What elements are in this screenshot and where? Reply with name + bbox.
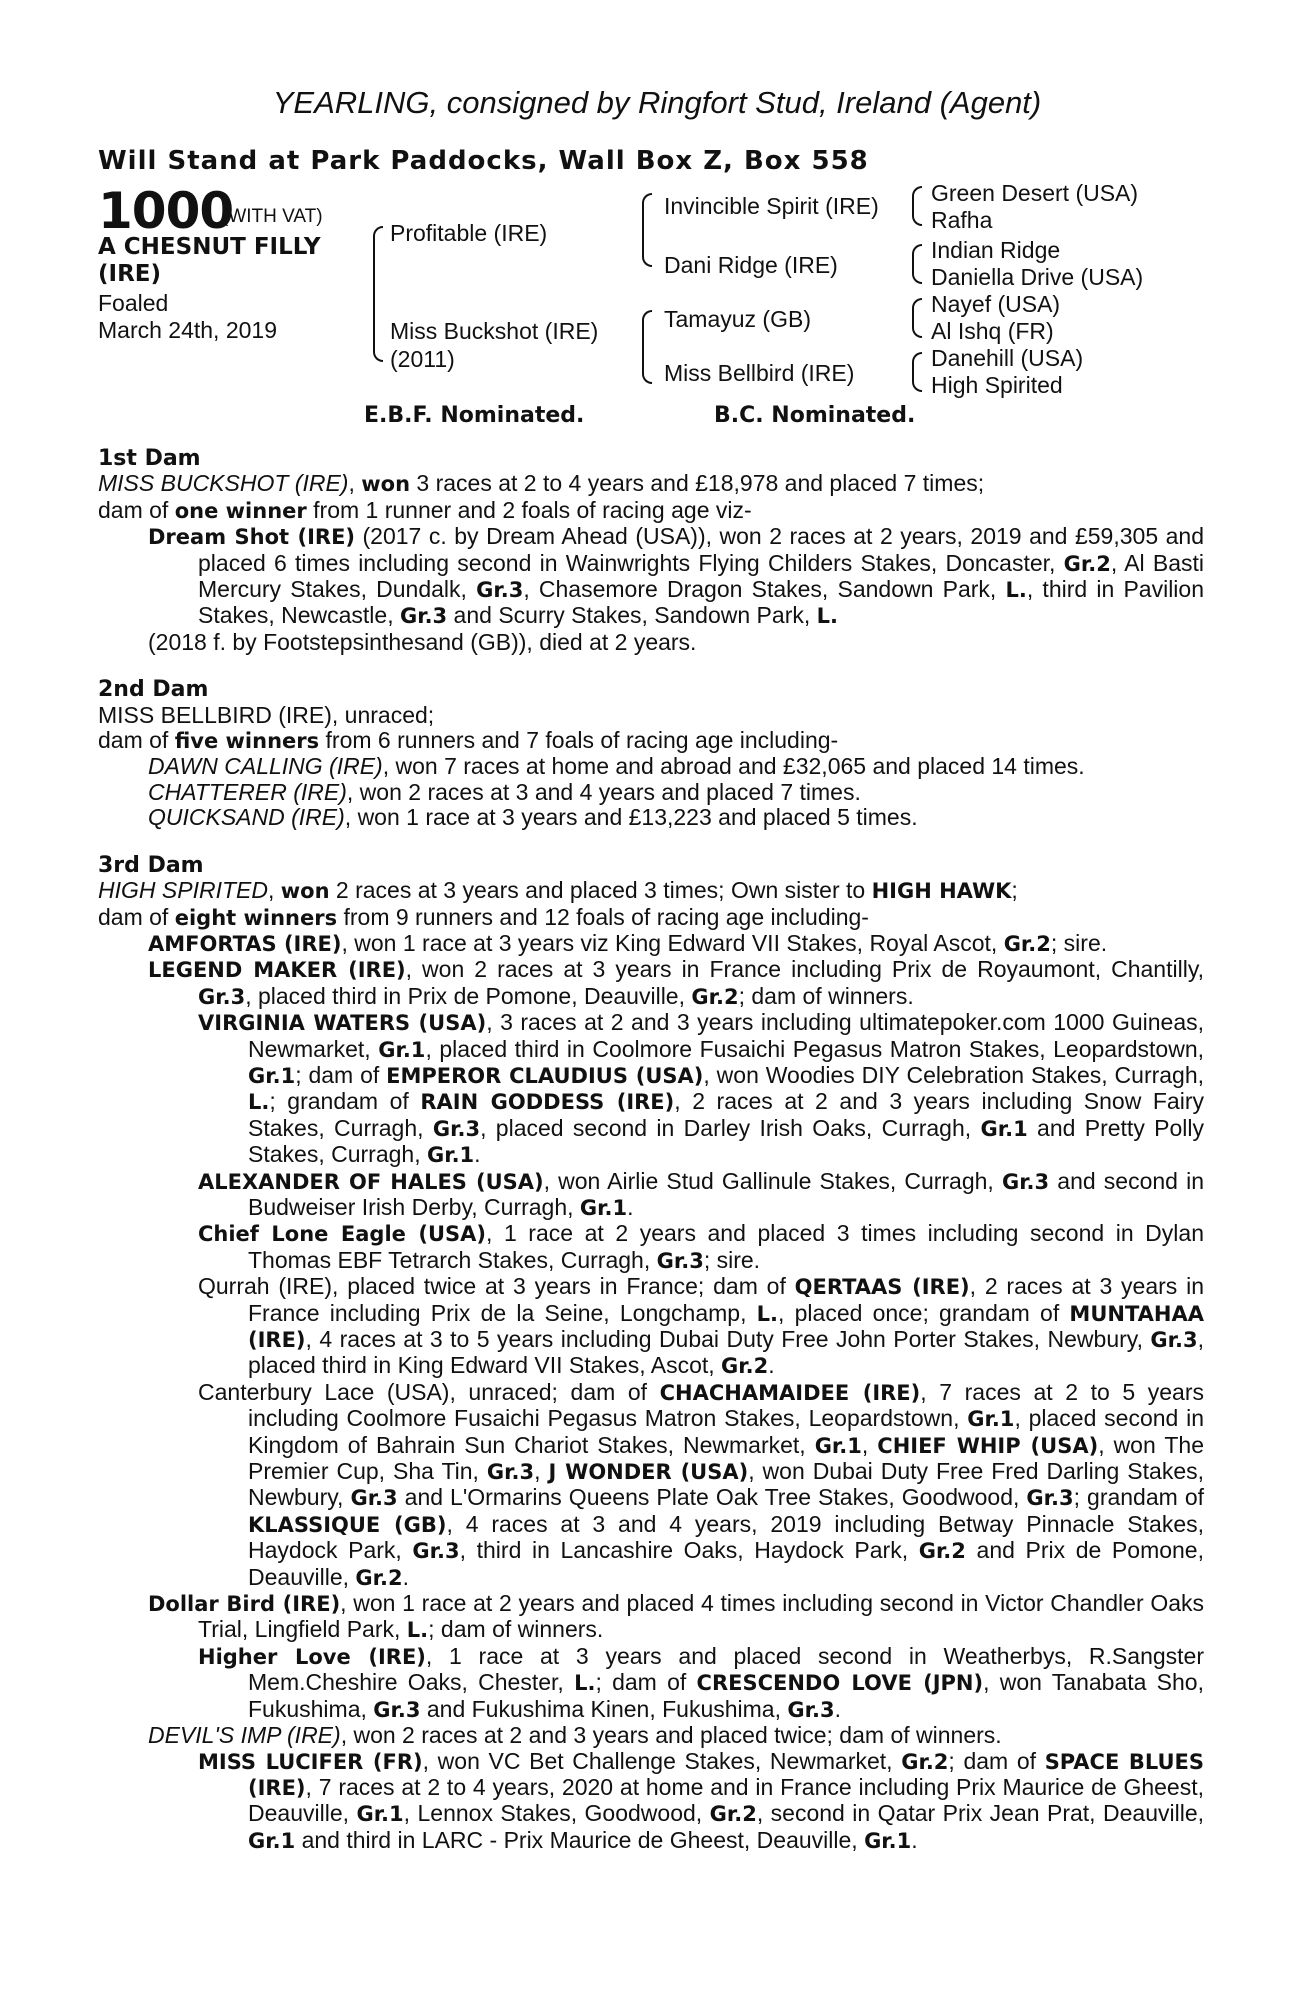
second_dam-entry: dam of five winners from 6 runners and 7 foals of racing age including-	[98, 727, 839, 754]
foaled-value: March 24th, 2019	[98, 317, 278, 343]
pedigree-dam-line2: (2011)	[390, 346, 455, 372]
first_dam-entry: dam of one winner from 1 runner and 2 foals of racing age viz-	[98, 496, 752, 523]
third_dam-entry: Canterbury Lace (USA), unraced; dam of CHACHAMAIDEE (IRE), 7 races at 2 to 5 years including Coolmore Fusaichi Pegasus Matron Stakes, Leopardstown, Gr.1, placed second in Kingdom of Bahrain Sun Chariot Stakes, Newmarket, Gr.1, CHIEF WHIP (USA), won The Premier Cup, Sha Tin, Gr.3, J WONDER (USA), won Dubai Duty Free Fred Darling Stakes, Newbury, Gr.3 and L'Ormarins Queens Plate Oak Tree Stakes, Goodwood, Gr.3; grandam of KLASSIQUE (GB), 4 races at 3 and 4 years, 2019 including Betway Pinnacle Stakes, Haydock Park, Gr.3, third in Lancashire Oaks, Haydock Park, Gr.2 and Prix de Pomone, Deauville, Gr.2.	[198, 1378, 1205, 1590]
third_dam-entry: Dollar Bird (IRE), won 1 race at 2 years and placed 4 times including second in Victor Chandler Oaks Trial, Lingfield Park, L.; dam of winners.	[148, 1590, 1204, 1643]
foaled-date	[98, 290, 277, 344]
third-dam-heading: 3rd Dam	[98, 852, 204, 878]
stand-location: Will Stand at Park Paddocks, Wall Box Z, Box 558	[98, 146, 869, 176]
family-section	[98, 446, 1204, 1854]
horse-name-line2: (IRE)	[98, 261, 162, 287]
pedigree-sss: Green Desert (USA)	[931, 180, 1139, 206]
first_dam-entry: MISS BUCKSHOT (IRE), won 3 races at 2 to 4 years and £18,978 and placed 7 times;	[98, 470, 985, 497]
pedigree-brace-2b	[642, 310, 652, 384]
pedigree-dds: Danehill (USA)	[931, 345, 1084, 371]
third_dam-entry: LEGEND MAKER (IRE), won 2 races at 3 years in France including Prix de Royaumont, Chantilly, Gr.3, placed third in Prix de Pomone, Deauville, Gr.2; dam of winners.	[148, 956, 1205, 1009]
third_dam-entry: DEVIL'S IMP (IRE), won 2 races at 2 and 3 years and placed twice; dam of winners.	[148, 1722, 1002, 1749]
first-dam-text	[98, 471, 1204, 655]
second-dam-heading: 2nd Dam	[98, 677, 209, 703]
second_dam-entry: QUICKSAND (IRE), won 1 race at 3 years and £13,223 and placed 5 times.	[148, 804, 918, 831]
lot-number: 1000	[98, 182, 234, 240]
pedigree-ddd: High Spirited	[931, 372, 1063, 398]
horse-description	[98, 234, 368, 288]
first-dam-heading: 1st Dam	[98, 446, 201, 471]
third_dam-entry: Chief Lone Eagle (USA), 1 race at 2 years and placed 3 times including second in Dylan Thomas EBF Tetrarch Stakes, Curragh, Gr.3; sire.	[198, 1220, 1204, 1273]
third_dam-entry: AMFORTAS (IRE), won 1 race at 3 years viz King Edward VII Stakes, Royal Ascot, Gr.2; sire.	[148, 929, 1108, 956]
second_dam-entry: CHATTERER (IRE), won 2 races at 3 and 4 years and placed 7 times.	[148, 778, 861, 805]
horse-name-line1: A CHESNUT FILLY	[98, 234, 321, 260]
third_dam-entry: dam of eight winners from 9 runners and 12 foals of racing age including-	[98, 903, 869, 930]
first_dam-entry: (2018 f. by Footstepsinthesand (GB)), died at 2 years.	[148, 628, 697, 655]
pedigree-ssd: Rafha	[931, 207, 993, 233]
pedigree-dss: Nayef (USA)	[931, 291, 1061, 317]
pedigree-brace-3d	[912, 352, 922, 392]
pedigree-sds: Indian Ridge	[931, 237, 1061, 263]
third_dam-entry: MISS LUCIFER (FR), won VC Bet Challenge Stakes, Newmarket, Gr.2; dam of SPACE BLUES (IRE), 7 races at 2 to 4 years, 2020 at home and in France including Prix Maurice de Gheest, Deauville, Gr.1, Lennox Stakes, Goodwood, Gr.2, second in Qatar Prix Jean Prat, Deauville, Gr.1 and third in LARC - Prix Maurice de Gheest, Deauville, Gr.1.	[198, 1747, 1205, 1853]
foaled-label: Foaled	[98, 290, 169, 316]
consignor-header: YEARLING, consigned by Ringfort Stud, Ireland (Agent)	[272, 85, 1042, 120]
pedigree-sire-dam: Dani Ridge (IRE)	[664, 252, 838, 278]
pedigree-brace-3c	[912, 298, 922, 338]
third_dam-entry: Qurrah (IRE), placed twice at 3 years in France; dam of QERTAAS (IRE), 2 races at 3 years in France including Prix de la Seine, Longchamp, L., placed once; grandam of MUNTAHAA (IRE), 4 races at 3 to 5 years including Dubai Duty Free John Porter Stakes, Newbury, Gr.3, placed third in King Edward VII Stakes, Ascot, Gr.2.	[198, 1273, 1204, 1379]
pedigree-dsd: Al Ishq (FR)	[931, 318, 1054, 344]
second-dam-text	[98, 703, 1204, 831]
second_dam-entry: DAWN CALLING (IRE), won 7 races at home and abroad and £32,065 and placed 14 times.	[148, 753, 1085, 780]
third_dam-entry: HIGH SPIRITED, won 2 races at 3 years and placed 3 times; Own sister to HIGH HAWK;	[98, 877, 1018, 904]
pedigree-brace-3b	[912, 244, 922, 284]
third_dam-entry: ALEXANDER OF HALES (USA), won Airlie Stud Gallinule Stakes, Curragh, Gr.3 and second in Budweiser Irish Derby, Curragh, Gr.1.	[198, 1167, 1204, 1220]
pedigree-sire: Profitable (IRE)	[390, 220, 548, 246]
first_dam-entry: Dream Shot (IRE) (2017 c. by Dream Ahead (USA)), won 2 races at 2 years, 2019 and £59,305 and placed 6 times including second in Wainwrights Flying Childers Stakes, Doncaster, Gr.2, Al Basti Mercury Stakes, Dundalk, Gr.3, Chasemore Dragon Stakes, Sandown Park, L., third in Pavilion Stakes, Newcastle, Gr.3 and Scurry Stakes, Sandown Park, L.	[148, 523, 1205, 629]
vat-note: (WITH VAT)	[222, 206, 323, 227]
third_dam-entry: Higher Love (IRE), 1 race at 3 years and placed second in Weatherbys, R.Sangster Mem.Cheshire Oaks, Chester, L.; dam of CRESCENDO LOVE (JPN), won Tanabata Sho, Fukushima, Gr.3 and Fukushima Kinen, Fukushima, Gr.3.	[198, 1642, 1204, 1722]
second_dam-entry: MISS BELLBIRD (IRE), unraced;	[98, 701, 435, 728]
ebf-nominated: E.B.F. Nominated.	[364, 403, 585, 428]
pedigree-sire-sire: Invincible Spirit (IRE)	[664, 193, 879, 219]
bc-nominated: B.C. Nominated.	[714, 403, 916, 428]
pedigree-sdd: Daniella Drive (USA)	[931, 264, 1144, 290]
pedigree-dam-sire: Tamayuz (GB)	[664, 306, 811, 332]
third_dam-entry: VIRGINIA WATERS (USA), 3 races at 2 and 3 years including ultimatepoker.com 1000 Guineas, Newmarket, Gr.1, placed third in Coolmore Fusaichi Pegasus Matron Stakes, Leopardstown, Gr.1; dam of EMPEROR CLAUDIUS (USA), won Woodies DIY Celebration Stakes, Curragh, L.; grandam of RAIN GODDESS (IRE), 2 races at 2 and 3 years including Snow Fairy Stakes, Curragh, Gr.3, placed second in Darley Irish Oaks, Curragh, Gr.1 and Pretty Polly Stakes, Curragh, Gr.1.	[198, 1009, 1205, 1168]
pedigree-dam-line1: Miss Buckshot (IRE)	[390, 318, 599, 344]
pedigree-dam-dam: Miss Bellbird (IRE)	[664, 360, 855, 386]
pedigree-brace-3a	[912, 186, 922, 226]
third-dam-text	[98, 878, 1204, 1854]
pedigree-brace-1	[373, 226, 383, 362]
pedigree-brace-2a	[642, 193, 652, 267]
